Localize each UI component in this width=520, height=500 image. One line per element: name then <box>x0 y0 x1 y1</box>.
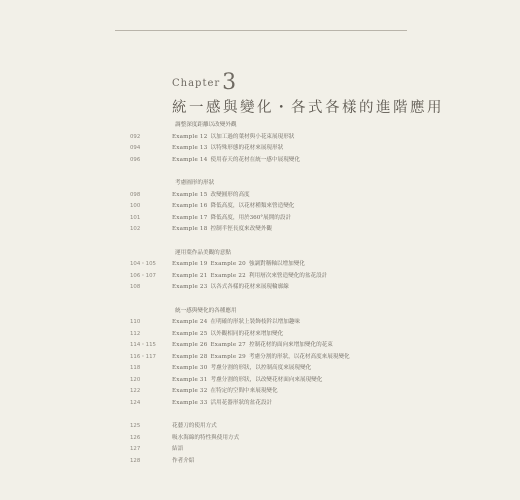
toc-example-label: Example 31 <box>172 376 208 383</box>
toc-entry <box>0 340 520 351</box>
toc-entry-description: 考慮分割的形狀，以改變花材面向來展現變化 <box>210 376 323 383</box>
toc-entry-text <box>172 282 289 293</box>
toc-page-number: 108 <box>130 284 141 290</box>
toc-entry <box>0 155 520 166</box>
toc-example-label: Example 25 <box>172 330 208 337</box>
toc-section-heading <box>0 306 520 317</box>
toc-entry-text <box>172 224 272 235</box>
toc-entry <box>0 433 520 444</box>
toc-page-number: 116・117 <box>130 353 156 360</box>
toc-entry-description: 控制半徑長度來改變外觀 <box>210 226 273 232</box>
toc-example-label: Example 23 <box>172 284 208 290</box>
toc-entry-description: 以各式各樣的花材來展現輪廓線 <box>210 284 289 290</box>
toc-entry <box>0 398 520 409</box>
toc-entry-text <box>172 190 250 201</box>
toc-entry <box>0 386 520 397</box>
toc-entry <box>0 201 520 212</box>
toc-example-label: Example 13 <box>172 145 208 151</box>
toc-entry-description: 以外觀相同的花材來增加變化 <box>210 330 284 337</box>
toc-entry-text <box>172 375 322 386</box>
toc-example-label: Example 27 <box>210 342 246 348</box>
toc-section-heading <box>0 248 520 259</box>
toc-entry-description: 使用春天的花材在統一感中展現變化 <box>210 156 300 163</box>
toc-entry-description: 考慮分割的形狀，以控制高度來展現變化 <box>210 365 312 371</box>
toc-entry-text <box>172 340 333 351</box>
toc-section-heading <box>0 120 520 131</box>
toc-example-label: Example 21 <box>172 272 208 279</box>
toc-entry-description: 利用層次來營造變化的盆花設計 <box>248 272 328 279</box>
toc-page-number: 098 <box>130 191 141 198</box>
toc-page-number: 104・105 <box>130 261 156 267</box>
toc-example-label: Example 19 <box>172 261 208 267</box>
toc-heading-text: 運用葉作品美觀的意點 <box>175 249 231 256</box>
toc-example-label: Example 14 <box>172 156 208 163</box>
toc-section-heading <box>0 178 520 189</box>
toc-page-number: 126 <box>130 434 141 441</box>
toc-example-label: Example 12 <box>172 133 208 140</box>
toc-entry-text <box>172 352 350 363</box>
toc-page-number: 124 <box>130 399 141 406</box>
toc-entry-text <box>172 213 291 224</box>
toc-entry-text <box>172 444 183 455</box>
toc-example-label: Example 17 <box>172 214 208 221</box>
toc-page-number: 106・107 <box>130 272 156 279</box>
toc-entry-text <box>172 271 327 282</box>
toc-entry <box>0 282 520 293</box>
toc-entry-text <box>172 143 283 154</box>
toc-entry <box>0 329 520 340</box>
toc-example-label: Example 15 <box>172 191 208 198</box>
toc-entry-text <box>172 421 217 432</box>
toc-entry-text <box>172 433 239 444</box>
toc-entry-description: 活用花器形狀的盆花設計 <box>210 399 273 406</box>
toc-page-number: 125 <box>130 423 141 429</box>
toc-example-label: Example 24 <box>172 319 208 325</box>
toc-entry <box>0 259 520 270</box>
toc-entry-text <box>172 386 278 397</box>
toc-page-number: 127 <box>130 446 141 452</box>
toc-entry <box>0 143 520 154</box>
toc-entry-text <box>172 398 272 409</box>
toc-entry-text <box>172 201 294 212</box>
chapter-number: 3 <box>222 70 237 95</box>
toc-entry-description: 在明確的形狀上裝飾枝幹以增加趣味 <box>210 319 300 325</box>
toc-example-label: Example 18 <box>172 226 208 232</box>
toc-page-number: 092 <box>130 133 141 140</box>
toc-example-label: Example 20 <box>210 261 246 267</box>
toc-entry-text <box>172 363 311 374</box>
toc-entry-description: 強調對稱軸以增加變化 <box>248 261 305 267</box>
chapter-title: 統一感與變化・各式各樣的進階應用 <box>172 100 444 116</box>
toc-example-label: Example 33 <box>172 399 208 406</box>
toc-entry-text <box>172 259 305 270</box>
toc-entry <box>0 132 520 143</box>
toc-example-label: Example 30 <box>172 365 208 371</box>
toc-page-number: 122 <box>130 388 141 394</box>
toc-entry-text <box>172 329 283 340</box>
toc-entry-text <box>172 155 300 166</box>
toc-page-number: 096 <box>130 156 141 163</box>
toc-example-label: Example 28 <box>172 353 208 360</box>
toc-entry <box>0 363 520 374</box>
toc-entry <box>0 224 520 235</box>
toc-page-number: 120 <box>130 376 141 383</box>
toc-entry-description: 花藝刀的使用方式 <box>172 423 217 429</box>
chapter-word: Chapter <box>172 78 221 89</box>
toc-entry-text <box>172 132 294 143</box>
toc-entry-description: 以加工過的葉材與小花束展現形狀 <box>210 133 295 140</box>
toc-entry <box>0 456 520 467</box>
toc-entry <box>0 352 520 363</box>
toc-example-label: Example 16 <box>172 203 208 209</box>
toc-entry-description: 降低高度，用於360°展開的設計 <box>210 214 292 221</box>
toc-heading-text: 考慮圓形的形狀 <box>175 180 215 186</box>
toc-entry-description: 作者介紹 <box>172 457 195 464</box>
toc-page-number: 110 <box>130 319 141 325</box>
toc-entry-description: 改變圓形的高度 <box>210 191 250 198</box>
toc-entry <box>0 317 520 328</box>
toc-example-label: Example 32 <box>172 388 208 394</box>
toc-example-label: Example 22 <box>210 272 246 279</box>
toc-entry-text <box>172 317 300 328</box>
toc-entry-description: 在特定的空間中來展現變化 <box>210 388 278 394</box>
toc-entry <box>0 190 520 201</box>
toc-entry-description: 降低高度，以花材種類來營造變化 <box>210 203 295 209</box>
toc-page-number: 100 <box>130 203 141 209</box>
toc-page-number: 114・115 <box>130 342 156 348</box>
toc-entry <box>0 213 520 224</box>
toc-entry-text <box>172 456 194 467</box>
toc-example-label: Example 29 <box>210 353 246 360</box>
toc-page-number: 112 <box>130 330 141 337</box>
toc-example-label: Example 26 <box>172 342 208 348</box>
toc-entry-description: 結語 <box>172 446 184 452</box>
toc-entry <box>0 421 520 432</box>
toc-page-number: 094 <box>130 145 141 151</box>
toc-entry-description: 控制花材的面向來增加變化的花束 <box>248 342 333 348</box>
toc-page-number: 101 <box>130 214 141 221</box>
toc-entry <box>0 444 520 455</box>
toc-page-number: 102 <box>130 226 141 232</box>
toc-heading-text: 統一感與變化的各種應用 <box>175 307 237 314</box>
toc-entry <box>0 271 520 282</box>
toc-entry-description: 吸水海綿的特性與使用方式 <box>172 434 240 441</box>
toc-entry-description: 以特殊形態的花材來展現形狀 <box>210 145 284 151</box>
toc-heading-text: 調整深度距離以改變外觀 <box>175 122 237 128</box>
toc-entry <box>0 375 520 386</box>
toc-page-number: 118 <box>130 365 141 371</box>
toc-page-number: 128 <box>130 457 141 464</box>
toc-entry-description: 考慮分割的形狀，以花材高度來展現變化 <box>248 353 350 360</box>
